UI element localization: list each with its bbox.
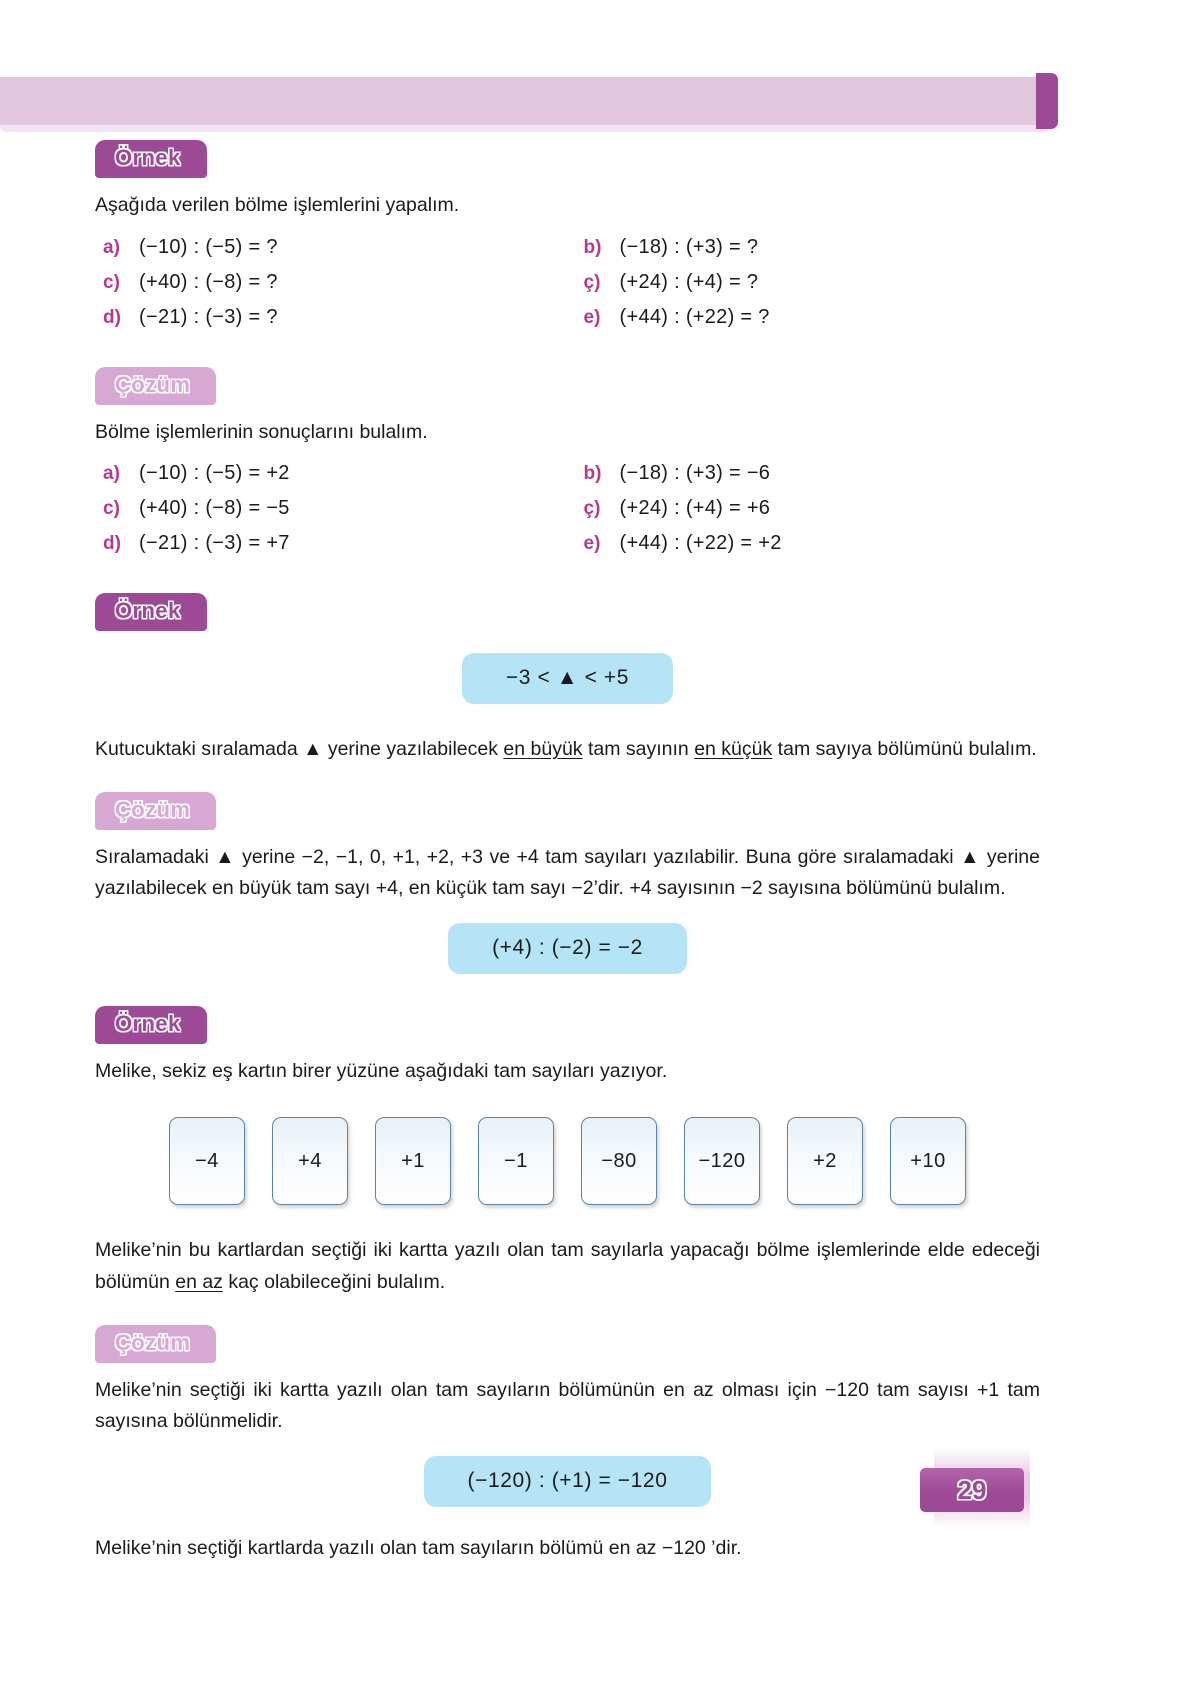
card-value: −80 xyxy=(601,1149,637,1172)
solution2-callout-wrap xyxy=(95,923,1040,974)
inequality-callout-text: −3 < ▲ < +5 xyxy=(505,666,630,690)
solution3-badge-row xyxy=(95,1325,1040,1363)
solution2-badge-row xyxy=(95,792,1040,830)
solution1-badge-row xyxy=(95,367,1040,405)
item-label: c) xyxy=(103,271,120,293)
example1-items xyxy=(95,236,1040,329)
card-value: −4 xyxy=(195,1149,219,1172)
item-label: e) xyxy=(583,533,601,555)
item-expression: (−10) : (−5) = ? xyxy=(139,235,278,258)
item-expression: (+24) : (+4) = +6 xyxy=(619,497,771,520)
number-cards-row xyxy=(95,1117,1040,1205)
example1-item-a xyxy=(95,236,560,259)
question-underline-en-az: en az xyxy=(175,1271,223,1294)
final-result-callout-text: (−120) : (+1) = −120 xyxy=(467,1468,668,1492)
final-result-callout-box xyxy=(424,1456,712,1507)
division-result-callout-text: (+4) : (−2) = −2 xyxy=(492,935,643,959)
solution1-item-d xyxy=(95,532,560,555)
example1-row-2 xyxy=(95,271,1040,294)
item-label: a) xyxy=(103,463,120,485)
solution1-row-3 xyxy=(95,532,1040,555)
page-content xyxy=(95,140,1040,1564)
example3-badge: Örnek xyxy=(95,1006,207,1044)
item-label: c) xyxy=(103,498,120,520)
item-label: a) xyxy=(103,236,120,258)
solution1-row-2 xyxy=(95,497,1040,520)
number-card xyxy=(581,1117,657,1205)
example1-prompt: Aşağıda verilen bölme işlemlerini yapalım. xyxy=(95,194,460,216)
example1-row-1 xyxy=(95,236,1040,259)
item-label: ç) xyxy=(583,498,601,520)
header-tab-marker xyxy=(1036,73,1058,129)
item-label: d) xyxy=(103,306,121,328)
prompt-part-3: tam sayıya bölümünü bulalım. xyxy=(772,738,1037,761)
solution3-conclusion: Melike’nin seçtiği kartlarda yazılı olan tam sayıların bölümü en az −120 ’dir. xyxy=(95,1536,742,1559)
example1-badge: Örnek xyxy=(95,140,207,178)
solution1-item-c xyxy=(95,497,560,520)
number-card xyxy=(478,1117,554,1205)
item-expression: (+40) : (−8) = −5 xyxy=(139,497,290,520)
question-part-1: Melike’nin bu kartlardan seçtiği iki kartta yazılı olan tam sayılarla yapacağı bölme işlemlerinde elde edeceği bölümün xyxy=(95,1239,1040,1294)
item-expression: (−21) : (−3) = ? xyxy=(139,305,278,328)
prompt-part-1: Kutucuktaki sıralamada ▲ yerine yazılabilecek xyxy=(95,738,504,761)
item-label: ç) xyxy=(583,271,601,293)
number-card xyxy=(890,1117,966,1205)
page-number-wrap xyxy=(920,1448,1050,1538)
prompt-underline-en-buyuk: en büyük xyxy=(503,738,583,761)
example1-item-e xyxy=(560,306,1041,329)
number-card xyxy=(684,1117,760,1205)
header-band-shadow xyxy=(0,125,1050,132)
example3-prompt: Melike, sekiz eş kartın birer yüzüne aşağıdaki tam sayıları yazıyor. xyxy=(95,1059,668,1082)
example1-row-3 xyxy=(95,306,1040,329)
solution1-item-e xyxy=(560,532,1041,555)
number-card xyxy=(787,1117,863,1205)
item-expression: (−18) : (+3) = ? xyxy=(619,235,759,258)
item-expression: (+40) : (−8) = ? xyxy=(139,270,278,293)
solution1-item-a xyxy=(95,462,560,485)
item-label: b) xyxy=(583,236,602,258)
card-value: −1 xyxy=(504,1149,528,1172)
number-card xyxy=(375,1117,451,1205)
header-band xyxy=(0,77,1055,125)
item-expression: (−21) : (−3) = +7 xyxy=(139,532,290,555)
example1-item-c xyxy=(95,271,560,294)
solution3-text: Melike’nin seçtiği iki kartta yazılı olan tam sayıların bölümünün en az olması için −120 tam sayısı +1 tam sayısına bölünmelidir. xyxy=(95,1378,1040,1433)
solution1-row-1 xyxy=(95,462,1040,485)
solution1-items xyxy=(95,462,1040,555)
solution3-badge: Çözüm xyxy=(95,1325,216,1363)
solution2-badge: Çözüm xyxy=(95,792,216,830)
prompt-underline-en-kucuk: en küçük xyxy=(694,738,773,761)
example2-prompt xyxy=(95,734,1040,766)
card-value: +10 xyxy=(910,1149,946,1172)
number-card xyxy=(272,1117,348,1205)
example2-callout-wrap xyxy=(95,653,1040,704)
solution1-prompt: Bölme işlemlerinin sonuçlarını bulalım. xyxy=(95,420,428,443)
number-card xyxy=(169,1117,245,1205)
item-expression: (+24) : (+4) = ? xyxy=(619,270,759,293)
example1-item-b xyxy=(560,236,1041,259)
example1-badge-row xyxy=(95,140,1040,178)
prompt-part-2: tam sayının xyxy=(582,738,695,761)
inequality-callout-box xyxy=(462,653,673,704)
solution2-text: Sıralamadaki ▲ yerine −2, −1, 0, +1, +2, +3 ve +4 tam sayıları yazılabilir. Buna göre sıralamadaki ▲ yerine yazılabilecek en büyük tam sayı +4, en küçük tam sayı −2’dir. +4 sayısının −2 sayısına bölümünü bulalım. xyxy=(95,845,1040,900)
item-label: e) xyxy=(583,306,601,328)
solution1-item-b xyxy=(560,462,1041,485)
card-value: +2 xyxy=(813,1149,837,1172)
example1-item-c-cedilla xyxy=(560,271,1041,294)
solution1-item-c-cedilla xyxy=(560,497,1041,520)
item-label: d) xyxy=(103,533,121,555)
example1-item-d xyxy=(95,306,560,329)
example3-badge-row xyxy=(95,1006,1040,1044)
item-label: b) xyxy=(583,463,602,485)
item-expression: (−18) : (+3) = −6 xyxy=(619,462,771,485)
example2-badge: Örnek xyxy=(95,593,207,631)
solution1-badge: Çözüm xyxy=(95,367,216,405)
page-number: 29 xyxy=(920,1468,1024,1512)
solution3-callout-wrap xyxy=(95,1456,1040,1507)
question-part-2: kaç olabileceğini bulalım. xyxy=(222,1271,446,1294)
card-value: −120 xyxy=(698,1149,746,1172)
item-expression: (−10) : (−5) = +2 xyxy=(139,462,290,485)
item-expression: (+44) : (+22) = +2 xyxy=(619,532,782,555)
example2-badge-row xyxy=(95,593,1040,631)
division-result-callout-box xyxy=(448,923,687,974)
item-expression: (+44) : (+22) = ? xyxy=(619,305,770,328)
example3-question xyxy=(95,1235,1040,1298)
card-value: +4 xyxy=(298,1149,322,1172)
card-value: +1 xyxy=(401,1149,425,1172)
